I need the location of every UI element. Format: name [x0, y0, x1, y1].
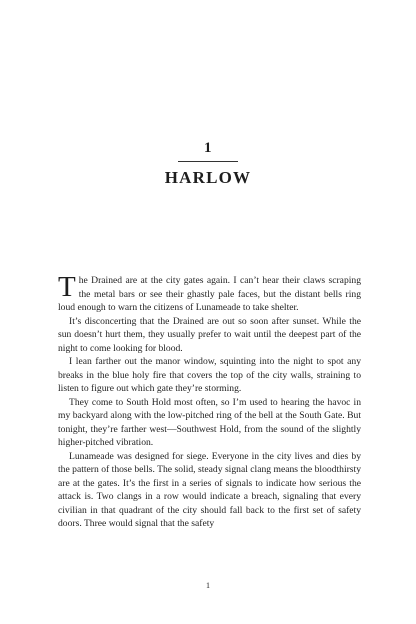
chapter-title: HARLOW — [164, 168, 252, 187]
chapter-body — [58, 271, 361, 531]
chapter-divider — [178, 161, 238, 162]
paragraph-3: I lean farther out the manor window, squinting into the night to spot any breaks in the blue holy fire that covers the top of the city walls, straining to listen to figure out which gate they’re storming. — [58, 356, 361, 394]
paragraph-4: They come to South Hold most often, so I’m used to hearing the havoc in my backyard along with the low-pitched ring of the bell at the South Gate. But tonight, they’re farther west—Southwest Hold, from the sound of the slightly higher-pitched vibration. — [58, 396, 361, 448]
drop-cap: T — [58, 271, 76, 303]
page-number: 1 — [206, 581, 210, 590]
chapter-number: 1 — [204, 140, 212, 156]
paragraph-1 — [58, 271, 361, 315]
paragraph-5: Lunameade was designed for siege. Everyone in the city lives and dies by the pattern of those bells. The solid, steady signal clang means the bloodthirsty are at the gates. It’s the first in a series of signals to indicate how serious the attack is. Two clangs in a row would indicate a breach, signaling that every civilian in that quadrant of the city should fall back to the first set of safety doors. Three would signal that the safety — [58, 450, 361, 529]
paragraph-2: It’s disconcerting that the Drained are out so soon after sunset. While the sun doesn’t hurt them, they usually prefer to wait until the deepest part of the night to come looking for blood. — [58, 315, 361, 354]
paragraph-1-text: he Drained are at the city gates again. I can’t hear their claws scraping the metal bars or see their ghastly pale faces, but the distant bells ring loud enough to warn the citizens of Lunameade to take shelter. — [58, 275, 361, 313]
